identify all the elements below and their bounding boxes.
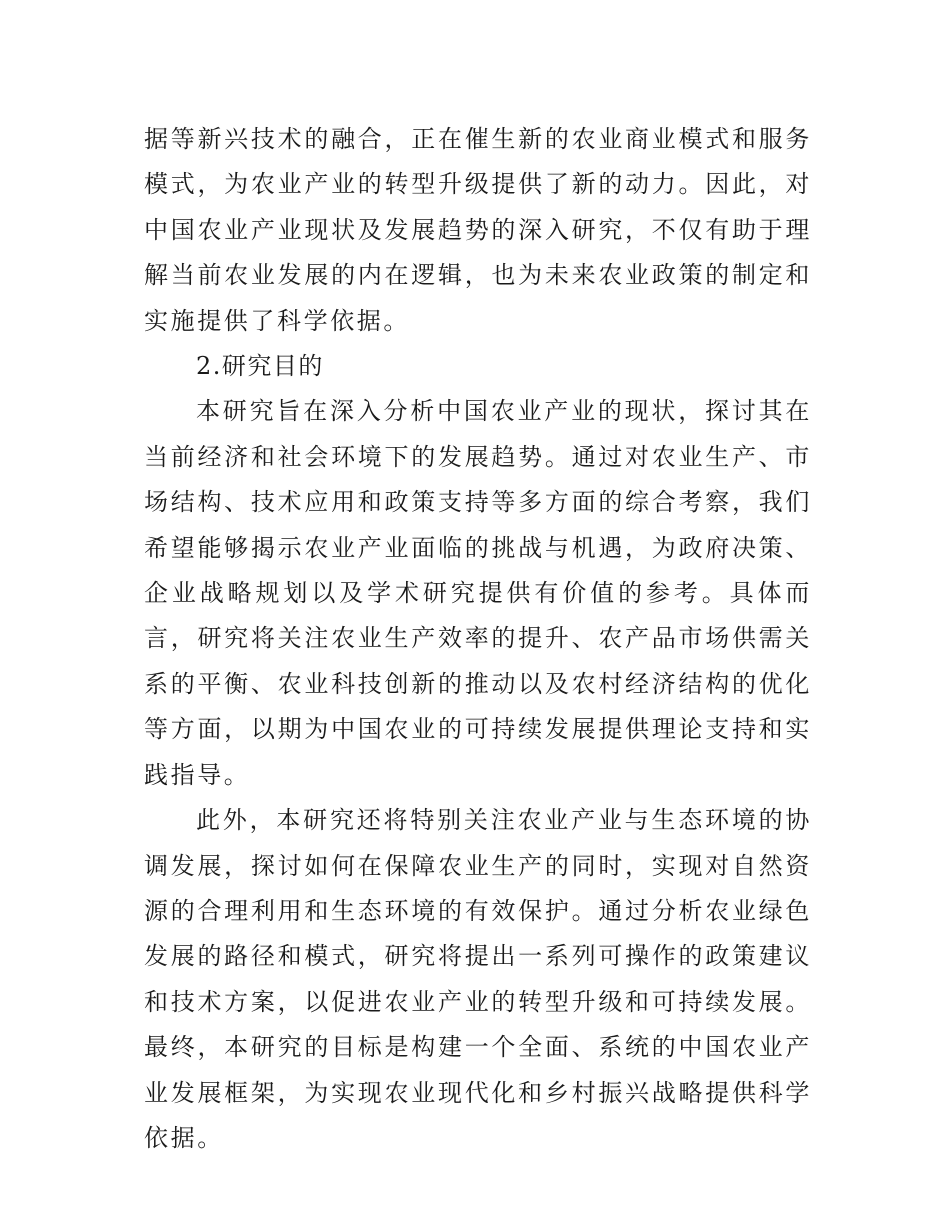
document-body [144, 117, 812, 1161]
paragraph-continued: 据等新兴技术的融合，正在催生新的农业商业模式和服务模式，为农业产业的转型升级提供了新的动力。因此，对中国农业产业现状及发展趋势的深入研究，不仅有助于理解当前农业发展的内在逻辑，也为未来农业政策的制定和实施提供了科学依据。 [144, 125, 812, 335]
section-heading: 2.研究目的 [196, 352, 324, 381]
paragraph-ecology: 此外，本研究还将特别关注农业产业与生态环境的协调发展，探讨如何在保障农业生产的同时，实现对自然资源的合理利用和生态环境的有效保护。通过分析农业绿色发展的路径和模式，研究将提出一系列可操作的政策建议和技术方案，以促进农业产业的转型升级和可持续发展。最终，本研究的目标是构建一个全面、系统的中国农业产业发展框架，为实现农业现代化和乡村振兴战略提供科学依据。 [144, 806, 812, 1152]
paragraph-research-purpose: 本研究旨在深入分析中国农业产业的现状，探讨其在当前经济和社会环境下的发展趋势。通过对农业生产、市场结构、技术应用和政策支持等多方面的综合考察，我们希望能够揭示农业产业面临的挑战与机遇，为政府决策、企业战略规划以及学术研究提供有价值的参考。具体而言，研究将关注农业生产效率的提升、农产品市场供需关系的平衡、农业科技创新的推动以及农村经济结构的优化等方面，以期为中国农业的可持续发展提供理论支持和实践指导。 [144, 397, 812, 789]
